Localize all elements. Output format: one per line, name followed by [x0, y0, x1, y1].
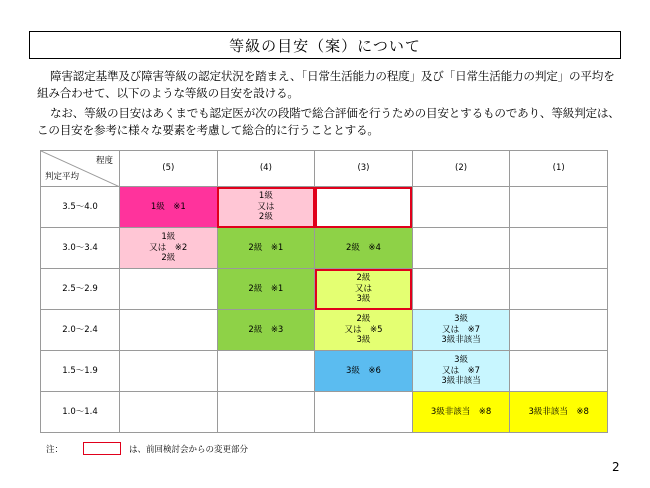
grade-cell — [120, 269, 218, 310]
grade-cell — [510, 351, 608, 392]
grade-cell — [315, 187, 413, 228]
grade-cell — [510, 228, 608, 269]
grade-cell-line: 3級 — [454, 355, 469, 366]
table-corner-cell — [41, 151, 120, 187]
column-header: (2) — [412, 151, 510, 187]
grade-cell — [315, 392, 413, 433]
grade-cell-line: 3級非該当 ※8 — [430, 406, 492, 417]
grade-cell-line: 2級 — [356, 273, 371, 284]
grade-cell — [412, 269, 510, 310]
grade-cell — [510, 392, 608, 433]
grade-cell — [315, 228, 413, 269]
row-header-range: 2.0～2.4 — [41, 310, 120, 351]
grade-cell-line: 3級非該当 — [441, 376, 481, 387]
grade-cell — [510, 310, 608, 351]
grade-cell-line: 3級非該当 ※8 — [528, 406, 589, 417]
changed-part-legend-box — [83, 442, 121, 455]
note-label: 注： — [46, 444, 64, 455]
grade-cell-line: 又は ※5 — [344, 324, 383, 335]
table-row — [41, 351, 608, 392]
grade-cell — [217, 310, 315, 351]
grade-cell — [120, 187, 218, 228]
row-header-range: 1.5～1.9 — [41, 351, 120, 392]
grade-cell — [412, 310, 510, 351]
column-header: (4) — [217, 151, 315, 187]
column-header: (5) — [120, 151, 218, 187]
grade-cell-line: 1級 ※1 — [150, 201, 186, 212]
grade-cell — [217, 351, 315, 392]
grade-cell — [120, 392, 218, 433]
table-row — [41, 269, 608, 310]
note-text: は、前回検討会からの変更部分 — [129, 444, 249, 455]
grade-cell — [412, 187, 510, 228]
row-header-range: 1.0～1.4 — [41, 392, 120, 433]
grade-cell-line: 2級 — [258, 212, 273, 223]
grade-cell-line: 1級 — [258, 191, 273, 202]
grade-cell-line: 3級 ※6 — [346, 365, 381, 376]
grade-cell-line: 又は — [257, 201, 275, 212]
corner-label-degree: 程度 — [95, 156, 113, 166]
note-paragraph: なお、等級の目安はあくまでも認定医が次の段階で総合評価を行うための目安とするものであり、等級判定は、この目安を参考に様々な要素を考慮して総合的に行うこととする。 — [37, 106, 620, 137]
column-header: (1) — [510, 151, 608, 187]
row-header-range: 3.0～3.4 — [41, 228, 120, 269]
corner-label-judgment-average: 判定平均 — [45, 171, 80, 182]
page-title: 等級の目安（案）について — [229, 36, 421, 55]
grade-cell — [315, 351, 413, 392]
grade-cell-line: 2級 ※4 — [346, 242, 381, 253]
grade-cell-line: 1級 — [161, 232, 176, 243]
grade-cell-line: 3級 — [356, 294, 371, 305]
grade-cell — [217, 269, 315, 310]
grade-cell — [412, 351, 510, 392]
table-row — [41, 392, 608, 433]
grade-cell — [315, 269, 413, 310]
grade-cell — [510, 269, 608, 310]
grade-cell — [412, 392, 510, 433]
grade-cell — [120, 351, 218, 392]
column-header: (3) — [315, 151, 413, 187]
grade-cell — [315, 310, 413, 351]
grade-cell-line: 3級 — [454, 314, 469, 325]
grade-cell-line: 又は — [354, 283, 372, 294]
grade-cell-line: 3級非該当 — [441, 335, 481, 346]
row-header-range: 3.5～4.0 — [41, 187, 120, 228]
grade-guideline-table — [40, 150, 608, 433]
grade-table-body — [41, 151, 608, 433]
grade-cell-line: 2級 ※1 — [248, 283, 284, 294]
grade-cell — [217, 187, 315, 228]
table-row — [41, 228, 608, 269]
grade-cell — [120, 228, 218, 269]
legend-note — [46, 442, 248, 455]
grade-cell-line: 又は ※2 — [149, 242, 188, 253]
grade-cell-line: 2級 — [161, 253, 176, 264]
grade-cell-line: 又は ※7 — [442, 324, 481, 335]
table-row — [41, 310, 608, 351]
grade-cell-line: 2級 ※3 — [248, 324, 284, 335]
grade-cell-line: 3級 — [356, 335, 371, 346]
grade-cell — [120, 310, 218, 351]
table-row — [41, 187, 608, 228]
grade-cell — [412, 228, 510, 269]
grade-cell-line: 2級 — [356, 314, 371, 325]
grade-cell — [510, 187, 608, 228]
page-number: 2 — [612, 460, 620, 474]
page-title-box — [29, 31, 621, 59]
grade-cell-line: 2級 ※1 — [248, 242, 284, 253]
grade-cell-line: 又は ※7 — [442, 365, 481, 376]
grade-cell — [217, 392, 315, 433]
intro-paragraph: 障害認定基準及び障害等級の認定状況を踏まえ、「日常生活能力の程度」及び「日常生活能力の判定」の平均を組み合わせて、以下のような等級の目安を設ける。 — [37, 69, 615, 100]
row-header-range: 2.5～2.9 — [41, 269, 120, 310]
table-header-row — [41, 151, 608, 187]
grade-cell — [217, 228, 315, 269]
